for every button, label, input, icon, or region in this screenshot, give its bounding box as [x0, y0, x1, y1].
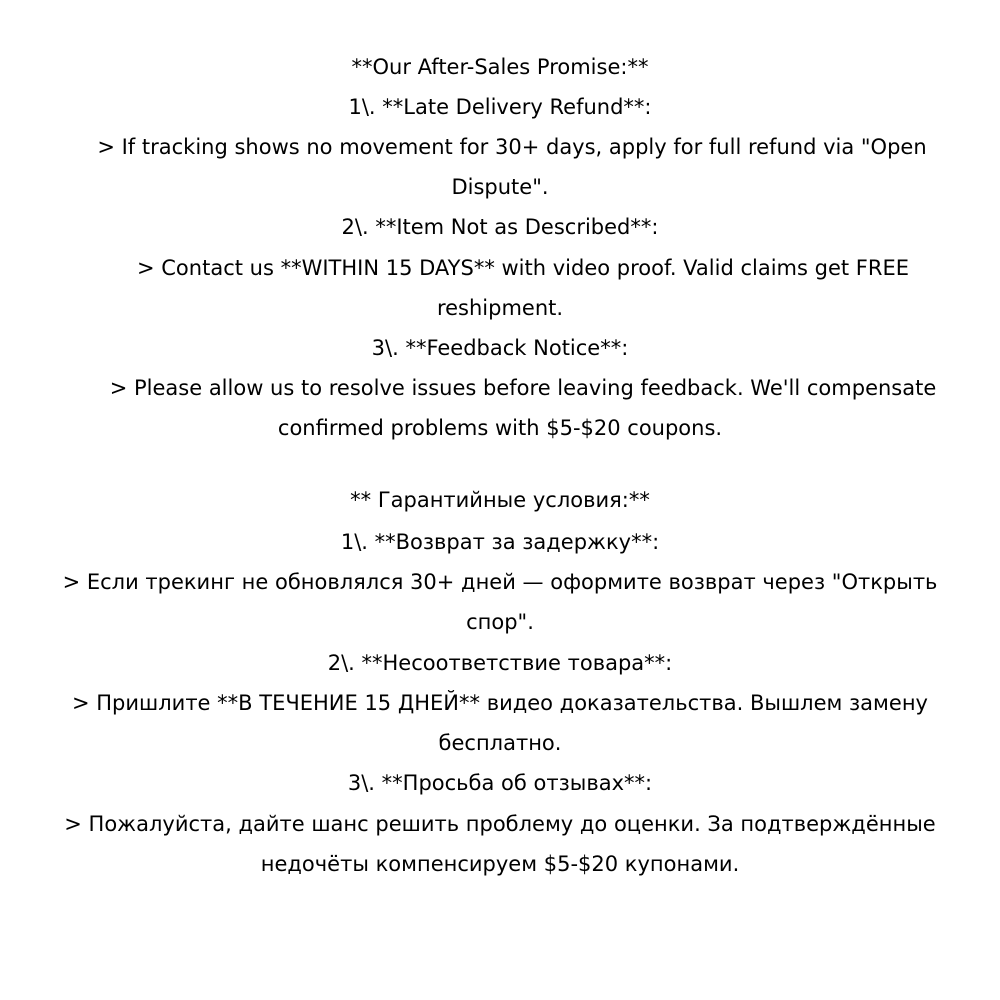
russian-item1-body-line2: спор".: [466, 610, 534, 634]
english-item1-heading: 1\. **Late Delivery Refund**:: [348, 95, 652, 119]
english-title: **Our After-Sales Promise:**: [351, 55, 649, 79]
russian-item3-body-line2: недочёты компенсируем $5-$20 купонами.: [260, 852, 740, 876]
english-item2-heading: 2\. **Item Not as Described**:: [341, 215, 659, 239]
russian-item1-heading: 1\. **Возврат за задержку**:: [340, 530, 660, 554]
russian-title: ** Гарантийные условия:**: [350, 488, 650, 512]
english-item3-heading: 3\. **Feedback Notice**:: [371, 336, 629, 360]
english-item3-body-line2: confirmed problems with $5-$20 coupons.: [277, 416, 723, 440]
russian-item3-body-line1: > Пожалуйста, дайте шанс решить проблему до оценки. За подтверждённые: [64, 812, 936, 836]
russian-item2-body-line1: > Пришлите **В ТЕЧЕНИЕ 15 ДНЕЙ** видео доказательства. Вышлем замену: [72, 691, 928, 715]
english-item2-body-line1: > Contact us **WITHIN 15 DAYS** with video proof. Valid claims get FREE: [137, 256, 909, 280]
english-item3-body-line1: > Please allow us to resolve issues before leaving feedback. We'll compensate: [109, 376, 937, 400]
english-item2-body-line2: reshipment.: [436, 296, 564, 320]
russian-item1-body-line1: > Если трекинг не обновлялся 30+ дней — оформите возврат через "Открыть: [62, 570, 938, 594]
russian-item2-body-line2: бесплатно.: [438, 731, 562, 755]
russian-item3-heading: 3\. **Просьба об отзывах**:: [347, 771, 653, 795]
russian-item2-heading: 2\. **Несоответствие товара**:: [327, 651, 673, 675]
english-item1-body-line2: Dispute".: [451, 175, 549, 199]
english-item1-body-line1: > If tracking shows no movement for 30+ days, apply for full refund via "Open: [97, 135, 927, 159]
